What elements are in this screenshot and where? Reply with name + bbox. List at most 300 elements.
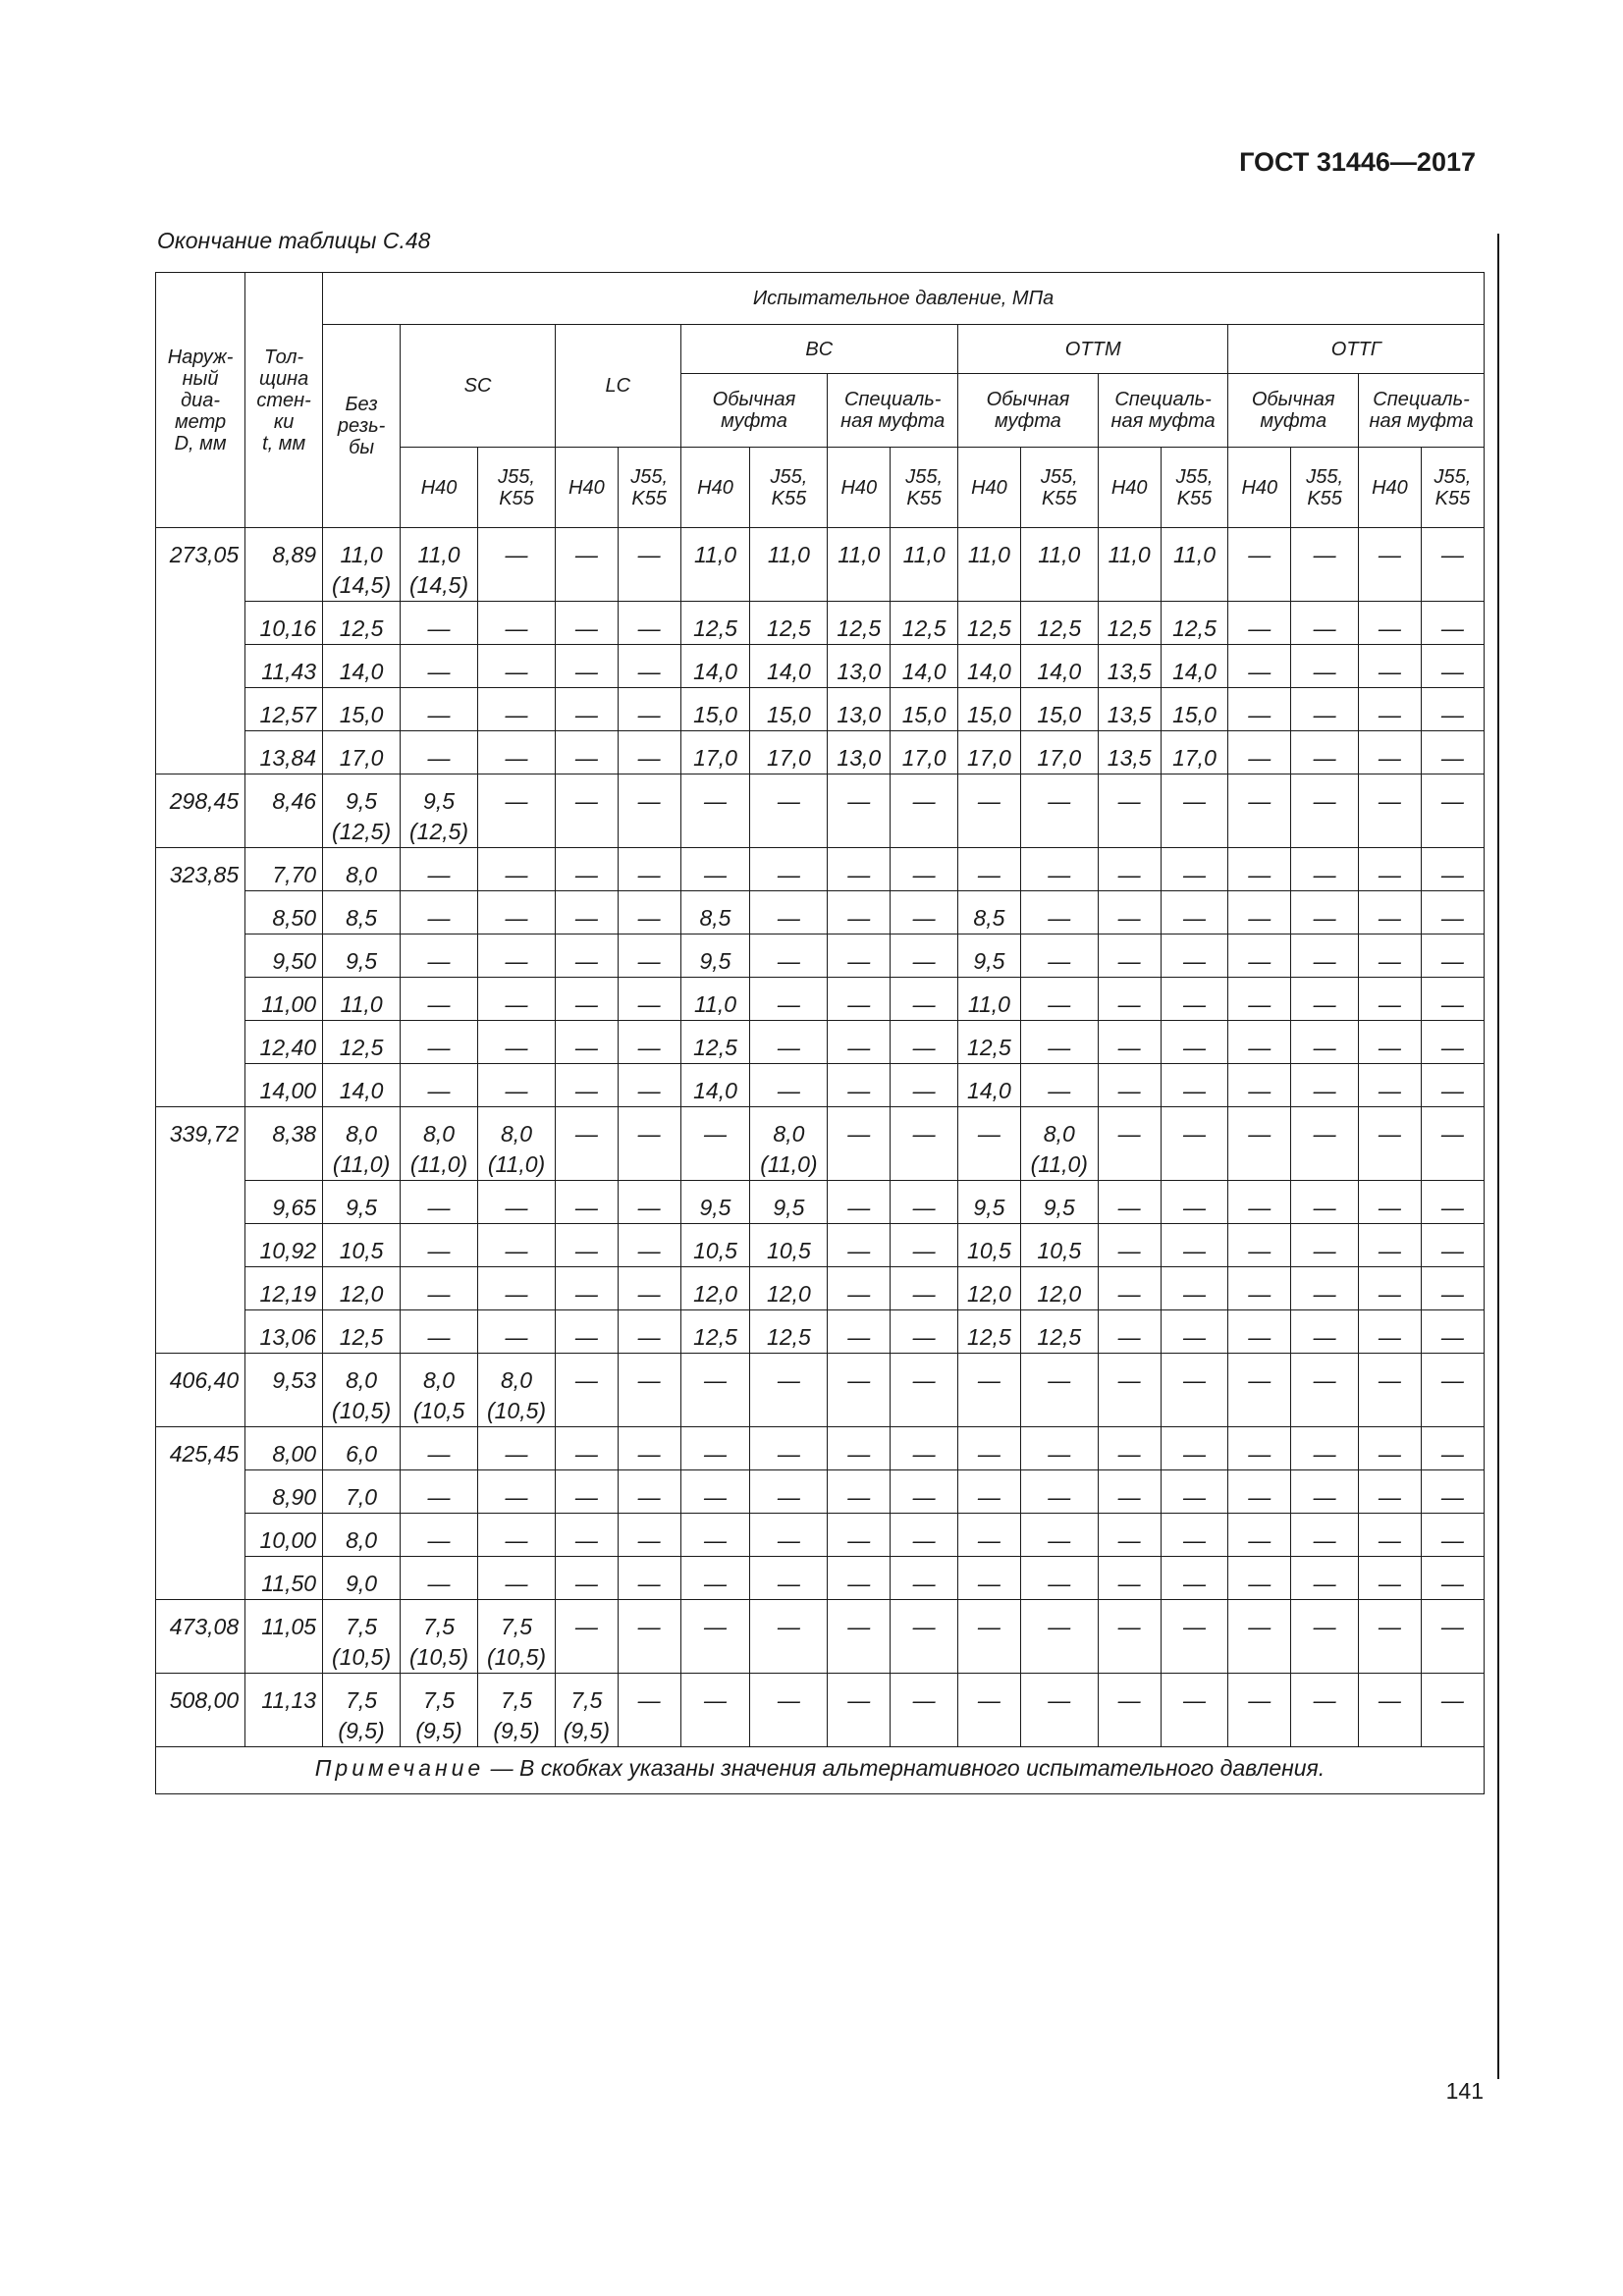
cell-pressure: — <box>1291 1064 1359 1107</box>
cell-pressure: 11,0 <box>680 528 750 602</box>
cell-pressure: — <box>1291 1310 1359 1354</box>
cell-wall-thickness: 8,38 <box>245 1107 323 1181</box>
cell-pressure: — <box>401 1310 478 1354</box>
cell-pressure: — <box>556 1181 619 1224</box>
cell-pressure: — <box>1228 774 1291 848</box>
cell-pressure: — <box>618 774 680 848</box>
cell-pressure: 17,0 <box>680 731 750 774</box>
cell-wall-thickness: 12,19 <box>245 1267 323 1310</box>
cell-pressure: — <box>1228 1021 1291 1064</box>
cell-pressure: 12,5 <box>750 602 828 645</box>
cell-pressure: — <box>1098 1470 1161 1514</box>
cell-pressure: — <box>1421 1267 1484 1310</box>
cell-pressure: — <box>1421 645 1484 688</box>
cell-pressure: 7,5 (9,5) <box>556 1674 619 1747</box>
cell-pressure: — <box>1228 1224 1291 1267</box>
cell-pressure: — <box>828 1267 891 1310</box>
cell-pressure: — <box>891 774 958 848</box>
cell-pressure: — <box>1421 1107 1484 1181</box>
cell-pressure: — <box>556 934 619 978</box>
cell-pressure: — <box>680 774 750 848</box>
cell-wall-thickness: 11,05 <box>245 1600 323 1674</box>
grade-h40: H40 <box>401 448 478 528</box>
cell-pressure: 8,0 <box>323 848 401 891</box>
cell-pressure: — <box>750 891 828 934</box>
cell-pressure: — <box>828 1514 891 1557</box>
cell-pressure: — <box>556 1470 619 1514</box>
cell-pressure: — <box>1228 1427 1291 1470</box>
cell-pressure: — <box>618 1557 680 1600</box>
cell-pressure: — <box>618 1600 680 1674</box>
cell-pressure: 14,0 <box>958 1064 1021 1107</box>
cell-pressure: — <box>1359 1354 1422 1427</box>
cell-pressure: — <box>618 1064 680 1107</box>
cell-pressure: — <box>1421 891 1484 934</box>
cell-pressure: — <box>958 1514 1021 1557</box>
cell-pressure: — <box>828 1181 891 1224</box>
cell-pressure: — <box>618 848 680 891</box>
cell-pressure: — <box>1359 978 1422 1021</box>
cell-pressure: — <box>891 1310 958 1354</box>
cell-wall-thickness: 10,92 <box>245 1224 323 1267</box>
cell-pressure: — <box>680 1514 750 1557</box>
cell-pressure: 7,5 (10,5) <box>401 1600 478 1674</box>
pressure-table <box>155 272 1485 1794</box>
note-label: Примечание <box>314 1755 485 1781</box>
cell-pressure: — <box>1359 1224 1422 1267</box>
cell-pressure: 14,0 <box>1020 645 1098 688</box>
cell-pressure: — <box>478 688 556 731</box>
cell-pressure: — <box>958 1557 1021 1600</box>
table-row <box>156 1021 1485 1064</box>
cell-pressure: — <box>401 1557 478 1600</box>
cell-pressure: 12,5 <box>1098 602 1161 645</box>
cell-pressure: 12,5 <box>680 602 750 645</box>
cell-pressure: — <box>1359 891 1422 934</box>
cell-pressure: — <box>828 1224 891 1267</box>
cell-pressure: 12,0 <box>958 1267 1021 1310</box>
cell-pressure: — <box>1020 1427 1098 1470</box>
cell-pressure: — <box>891 848 958 891</box>
cell-pressure: — <box>1421 1224 1484 1267</box>
cell-pressure: — <box>1098 1310 1161 1354</box>
cell-pressure: 8,0 (10,5 <box>401 1354 478 1427</box>
cell-pressure: — <box>618 645 680 688</box>
cell-pressure: 15,0 <box>1161 688 1228 731</box>
cell-pressure: — <box>891 978 958 1021</box>
cell-wall-thickness: 8,00 <box>245 1427 323 1470</box>
grade-h40: H40 <box>556 448 619 528</box>
cell-pressure: — <box>1161 1354 1228 1427</box>
cell-pressure: — <box>556 891 619 934</box>
cell-pressure: 17,0 <box>323 731 401 774</box>
cell-pressure: 12,5 <box>1020 1310 1098 1354</box>
document-code: ГОСТ 31446—2017 <box>1239 147 1476 177</box>
cell-wall-thickness: 8,89 <box>245 528 323 602</box>
cell-pressure: 11,0 <box>891 528 958 602</box>
cell-pressure: — <box>556 1107 619 1181</box>
cell-pressure: — <box>1098 1427 1161 1470</box>
cell-pressure: — <box>1098 848 1161 891</box>
cell-wall-thickness: 8,50 <box>245 891 323 934</box>
cell-pressure: — <box>828 848 891 891</box>
cell-pressure: — <box>478 528 556 602</box>
cell-pressure: — <box>556 731 619 774</box>
header-ottg-special: Специаль- ная муфта <box>1359 374 1485 448</box>
cell-pressure: — <box>1228 891 1291 934</box>
grade-j55-k55: J55, K55 <box>618 448 680 528</box>
cell-pressure: — <box>1228 645 1291 688</box>
cell-pressure: — <box>1098 1107 1161 1181</box>
cell-pressure: — <box>1359 602 1422 645</box>
cell-pressure: 15,0 <box>1020 688 1098 731</box>
cell-pressure: — <box>1161 1470 1228 1514</box>
cell-pressure: 12,5 <box>1020 602 1098 645</box>
cell-pressure: — <box>618 1224 680 1267</box>
cell-pressure: — <box>1020 1557 1098 1600</box>
table-row <box>156 1310 1485 1354</box>
table-row <box>156 848 1485 891</box>
cell-pressure: — <box>891 1674 958 1747</box>
cell-pressure: — <box>750 1021 828 1064</box>
cell-pressure: — <box>1098 1600 1161 1674</box>
table-row <box>156 1557 1485 1600</box>
cell-pressure: 9,5 <box>958 1181 1021 1224</box>
cell-pressure: — <box>1098 891 1161 934</box>
cell-pressure: — <box>556 645 619 688</box>
cell-pressure: 9,5 <box>680 1181 750 1224</box>
cell-pressure: — <box>1228 528 1291 602</box>
cell-pressure: 8,5 <box>958 891 1021 934</box>
cell-pressure: — <box>1291 1267 1359 1310</box>
cell-pressure: — <box>478 1181 556 1224</box>
cell-pressure: — <box>828 1674 891 1747</box>
table-row <box>156 1470 1485 1514</box>
cell-pressure: — <box>478 645 556 688</box>
cell-pressure: — <box>401 1514 478 1557</box>
cell-diameter: 425,45 <box>156 1427 245 1600</box>
table-row <box>156 602 1485 645</box>
cell-pressure: — <box>1020 1021 1098 1064</box>
cell-pressure: — <box>478 1267 556 1310</box>
cell-pressure: 8,0 (11,0) <box>750 1107 828 1181</box>
cell-pressure: — <box>1020 848 1098 891</box>
table-row <box>156 1514 1485 1557</box>
note-text: — В скобках указаны значения альтернативного испытательного давления. <box>484 1755 1325 1781</box>
cell-pressure: 7,0 <box>323 1470 401 1514</box>
cell-pressure: — <box>1161 774 1228 848</box>
cell-pressure: — <box>1020 1354 1098 1427</box>
cell-pressure: — <box>556 848 619 891</box>
cell-pressure: — <box>401 1267 478 1310</box>
cell-pressure: — <box>680 1427 750 1470</box>
cell-pressure: — <box>828 1470 891 1514</box>
cell-pressure: — <box>1098 1021 1161 1064</box>
cell-pressure: — <box>891 1064 958 1107</box>
cell-pressure: — <box>1359 688 1422 731</box>
cell-pressure: — <box>1098 1557 1161 1600</box>
cell-pressure: 9,5 <box>1020 1181 1098 1224</box>
cell-pressure: — <box>750 978 828 1021</box>
cell-pressure: — <box>618 1354 680 1427</box>
cell-pressure: — <box>680 1557 750 1600</box>
grade-j55-k55: J55, K55 <box>1291 448 1359 528</box>
cell-pressure: — <box>1421 1557 1484 1600</box>
cell-pressure: — <box>1421 1354 1484 1427</box>
cell-pressure: — <box>1421 602 1484 645</box>
cell-pressure: — <box>891 1107 958 1181</box>
table-row <box>156 1064 1485 1107</box>
cell-pressure: — <box>618 528 680 602</box>
cell-pressure: — <box>828 1427 891 1470</box>
cell-pressure: — <box>891 1267 958 1310</box>
cell-pressure: — <box>1161 1224 1228 1267</box>
cell-diameter: 508,00 <box>156 1674 245 1747</box>
cell-pressure: — <box>401 645 478 688</box>
cell-pressure: — <box>958 1107 1021 1181</box>
cell-pressure: — <box>1291 934 1359 978</box>
cell-pressure: — <box>1421 1514 1484 1557</box>
cell-pressure: — <box>680 1107 750 1181</box>
cell-wall-thickness: 8,90 <box>245 1470 323 1514</box>
cell-diameter: 406,40 <box>156 1354 245 1427</box>
cell-pressure: — <box>1421 774 1484 848</box>
cell-pressure: — <box>828 1557 891 1600</box>
cell-pressure: — <box>1359 1514 1422 1557</box>
cell-pressure: — <box>401 1181 478 1224</box>
table-row <box>156 1427 1485 1470</box>
table-row <box>156 1674 1485 1747</box>
cell-pressure: — <box>1098 1064 1161 1107</box>
cell-pressure: — <box>1020 978 1098 1021</box>
cell-wall-thickness: 11,00 <box>245 978 323 1021</box>
cell-pressure: — <box>828 1354 891 1427</box>
table-row <box>156 891 1485 934</box>
cell-pressure: — <box>1359 1064 1422 1107</box>
cell-pressure: — <box>1359 1557 1422 1600</box>
cell-pressure: — <box>680 1600 750 1674</box>
cell-pressure: — <box>1228 1600 1291 1674</box>
grade-h40: H40 <box>1359 448 1422 528</box>
cell-diameter: 273,05 <box>156 528 245 774</box>
cell-pressure: — <box>828 1310 891 1354</box>
cell-pressure: — <box>401 688 478 731</box>
cell-pressure: — <box>1359 1470 1422 1514</box>
cell-pressure: — <box>828 1600 891 1674</box>
cell-pressure: — <box>1359 1107 1422 1181</box>
cell-pressure: 13,0 <box>828 688 891 731</box>
cell-pressure: — <box>958 774 1021 848</box>
cell-pressure: — <box>618 1181 680 1224</box>
cell-wall-thickness: 14,00 <box>245 1064 323 1107</box>
grade-j55-k55: J55, K55 <box>1421 448 1484 528</box>
cell-pressure: — <box>750 1514 828 1557</box>
cell-pressure: 10,5 <box>750 1224 828 1267</box>
cell-pressure: — <box>1421 978 1484 1021</box>
cell-pressure: — <box>618 1267 680 1310</box>
cell-pressure: 14,0 <box>958 645 1021 688</box>
cell-pressure: — <box>401 1224 478 1267</box>
table-row <box>156 528 1485 602</box>
cell-pressure: — <box>1359 1021 1422 1064</box>
cell-pressure: — <box>750 934 828 978</box>
cell-wall-thickness: 12,57 <box>245 688 323 731</box>
table-row <box>156 1181 1485 1224</box>
cell-pressure: — <box>828 1021 891 1064</box>
cell-pressure: — <box>618 1674 680 1747</box>
table-note <box>156 1747 1485 1794</box>
cell-pressure: — <box>828 774 891 848</box>
cell-pressure: — <box>1359 528 1422 602</box>
cell-pressure: — <box>1291 1557 1359 1600</box>
cell-pressure: — <box>750 1470 828 1514</box>
cell-pressure: — <box>1228 1514 1291 1557</box>
cell-pressure: 15,0 <box>323 688 401 731</box>
header-bc-special: Специаль- ная муфта <box>828 374 958 448</box>
cell-pressure: — <box>1359 1310 1422 1354</box>
cell-pressure: — <box>478 1557 556 1600</box>
cell-pressure: — <box>1291 891 1359 934</box>
cell-pressure: 12,0 <box>680 1267 750 1310</box>
cell-pressure: — <box>828 891 891 934</box>
cell-pressure: 6,0 <box>323 1427 401 1470</box>
cell-pressure: 12,5 <box>323 1021 401 1064</box>
grade-j55-k55: J55, K55 <box>1020 448 1098 528</box>
pressure-table-container <box>155 272 1485 1794</box>
cell-pressure: — <box>1421 1470 1484 1514</box>
cell-pressure: — <box>1228 1181 1291 1224</box>
cell-pressure: — <box>1020 1674 1098 1747</box>
header-diameter: Наруж- ный диа- метр D, мм <box>156 273 245 528</box>
cell-pressure: — <box>478 774 556 848</box>
cell-pressure: 13,5 <box>1098 645 1161 688</box>
cell-pressure: — <box>556 602 619 645</box>
cell-pressure: 17,0 <box>891 731 958 774</box>
cell-pressure: 12,5 <box>680 1021 750 1064</box>
cell-pressure: 12,5 <box>958 1021 1021 1064</box>
cell-pressure: — <box>618 688 680 731</box>
cell-pressure: — <box>1020 1470 1098 1514</box>
cell-pressure: — <box>401 1470 478 1514</box>
header-bc: BC <box>680 325 957 374</box>
grade-h40: H40 <box>1098 448 1161 528</box>
cell-pressure: — <box>1228 978 1291 1021</box>
cell-pressure: — <box>1291 1514 1359 1557</box>
cell-pressure: 8,0 (11,0) <box>401 1107 478 1181</box>
cell-pressure: — <box>478 1021 556 1064</box>
cell-pressure: — <box>1228 1354 1291 1427</box>
cell-pressure: 17,0 <box>958 731 1021 774</box>
cell-pressure: — <box>556 1064 619 1107</box>
cell-pressure: — <box>1228 731 1291 774</box>
cell-pressure: 13,5 <box>1098 688 1161 731</box>
cell-pressure: 7,5 (9,5) <box>323 1674 401 1747</box>
cell-pressure: 11,0 <box>1098 528 1161 602</box>
cell-wall-thickness: 10,16 <box>245 602 323 645</box>
grade-h40: H40 <box>958 448 1021 528</box>
table-row <box>156 1354 1485 1427</box>
cell-pressure: — <box>618 731 680 774</box>
cell-pressure: — <box>1098 934 1161 978</box>
grade-j55-k55: J55, K55 <box>1161 448 1228 528</box>
cell-pressure: — <box>891 1600 958 1674</box>
margin-rule <box>1497 234 1499 2079</box>
cell-pressure: — <box>1291 1427 1359 1470</box>
cell-pressure: — <box>828 1107 891 1181</box>
cell-pressure: — <box>1291 688 1359 731</box>
cell-pressure: — <box>556 1310 619 1354</box>
cell-pressure: — <box>618 1107 680 1181</box>
cell-pressure: — <box>680 1470 750 1514</box>
cell-pressure: — <box>891 1224 958 1267</box>
cell-pressure: 9,5 <box>323 1181 401 1224</box>
cell-pressure: 9,0 <box>323 1557 401 1600</box>
cell-pressure: — <box>1291 1224 1359 1267</box>
cell-pressure: — <box>1098 1674 1161 1747</box>
cell-pressure: 11,0 <box>958 978 1021 1021</box>
cell-pressure: — <box>750 1674 828 1747</box>
page-number: 141 <box>1445 2078 1484 2104</box>
cell-pressure: 17,0 <box>750 731 828 774</box>
cell-pressure: 11,0 <box>828 528 891 602</box>
cell-pressure: 13,0 <box>828 731 891 774</box>
cell-wall-thickness: 11,50 <box>245 1557 323 1600</box>
cell-pressure: — <box>1291 848 1359 891</box>
cell-pressure: — <box>1359 1267 1422 1310</box>
cell-pressure: — <box>618 978 680 1021</box>
cell-pressure: — <box>401 731 478 774</box>
cell-pressure: — <box>1359 774 1422 848</box>
table-row <box>156 1107 1485 1181</box>
cell-wall-thickness: 10,00 <box>245 1514 323 1557</box>
cell-pressure: — <box>556 774 619 848</box>
grade-h40: H40 <box>1228 448 1291 528</box>
cell-pressure: — <box>891 1427 958 1470</box>
cell-pressure: — <box>1161 1557 1228 1600</box>
cell-pressure: — <box>891 1021 958 1064</box>
table-row <box>156 1224 1485 1267</box>
cell-pressure: 7,5 (9,5) <box>478 1674 556 1747</box>
cell-pressure: 17,0 <box>1020 731 1098 774</box>
cell-wall-thickness: 13,06 <box>245 1310 323 1354</box>
cell-pressure: — <box>958 848 1021 891</box>
cell-pressure: — <box>401 891 478 934</box>
cell-pressure: — <box>1359 934 1422 978</box>
cell-pressure: — <box>478 1427 556 1470</box>
cell-pressure: — <box>1359 848 1422 891</box>
cell-pressure: 15,0 <box>958 688 1021 731</box>
cell-pressure: — <box>401 934 478 978</box>
cell-pressure: — <box>618 1310 680 1354</box>
cell-diameter: 339,72 <box>156 1107 245 1354</box>
cell-pressure: — <box>1291 1021 1359 1064</box>
cell-pressure: 10,5 <box>680 1224 750 1267</box>
cell-pressure: — <box>1020 774 1098 848</box>
cell-wall-thickness: 12,40 <box>245 1021 323 1064</box>
cell-pressure: 8,0 (10,5) <box>323 1354 401 1427</box>
cell-pressure: — <box>750 1064 828 1107</box>
cell-pressure: — <box>891 934 958 978</box>
cell-pressure: 7,5 (10,5) <box>323 1600 401 1674</box>
cell-pressure: — <box>1020 1514 1098 1557</box>
cell-pressure: — <box>680 848 750 891</box>
cell-pressure: — <box>618 1514 680 1557</box>
cell-pressure: — <box>1161 1674 1228 1747</box>
cell-pressure: 11,0 <box>323 978 401 1021</box>
cell-pressure: — <box>478 978 556 1021</box>
cell-pressure: — <box>1359 1181 1422 1224</box>
header-test-pressure: Испытательное давление, МПа <box>323 273 1485 325</box>
